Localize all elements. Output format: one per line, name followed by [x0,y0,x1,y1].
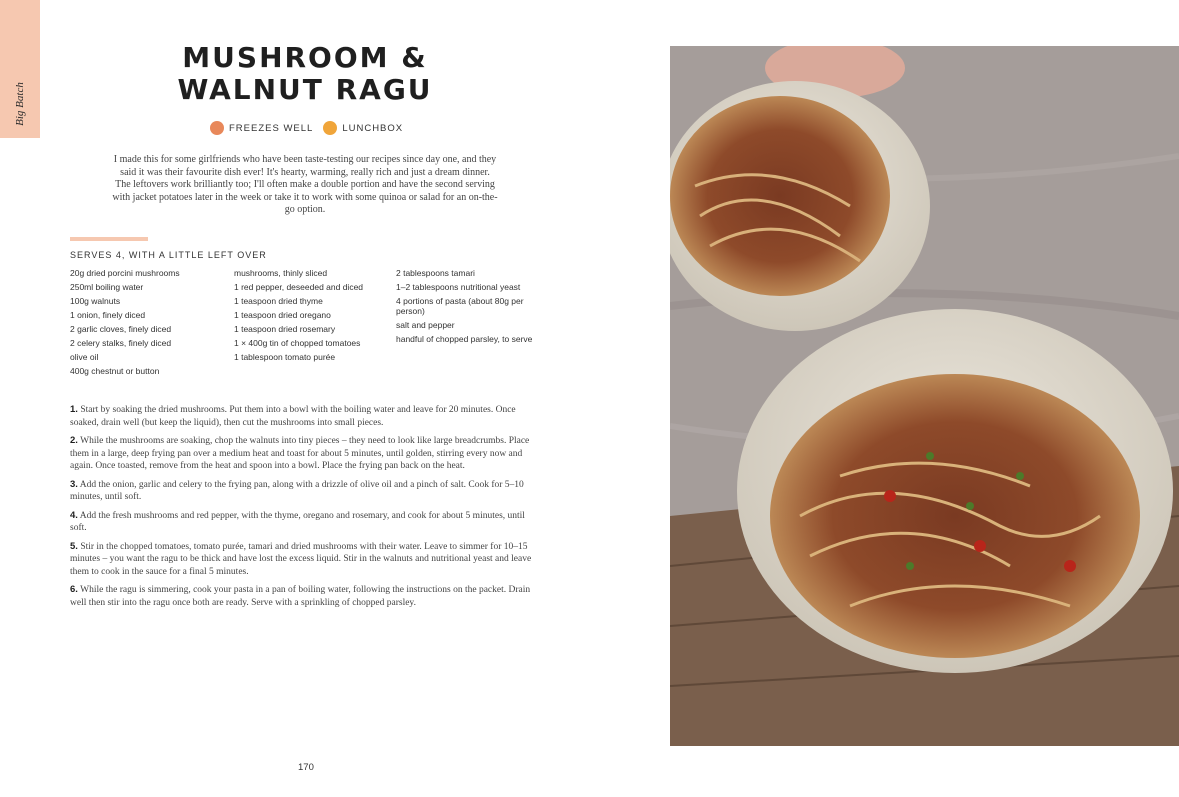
ingredient-item: 2 celery stalks, finely diced [70,338,172,348]
accent-divider [70,237,148,241]
ingredient-item: 250ml boiling water [70,282,144,292]
recipe-badges [210,121,403,135]
page-number: 170 [298,762,314,773]
ingredient-item: 1 red pepper, deseeded and diced [234,282,364,292]
step-text: Add the onion, garlic and celery to the frying pan, along with a drizzle of olive oil and a pinch of salt. Cook for 5–10 minutes, until soft. [70,479,524,502]
ingredient-item: 400g chestnut or button [70,366,160,376]
ingredient-item: 1 teaspoon dried thyme [234,296,323,306]
ingredient-item: 1 teaspoon dried oregano [234,310,331,320]
method-step [70,584,542,609]
ingredients-column-2 [234,268,364,366]
step-text: While the ragu is simmering, cook your pasta in a pan of boiling water, following the instructions on the packet. Drain well then stir into the ragu once both are ready. Serve with a sprinkling of chopped parsley. [70,585,531,608]
recipe-title-line-1: MUSHROOM & [182,41,428,74]
method-step [70,479,542,504]
ingredient-item: 1 tablespoon tomato purée [234,352,336,362]
badge-lunchbox [323,121,403,135]
ingredient-item: 1 × 400g tin of chopped tomatoes [234,338,361,348]
badge-label: LUNCHBOX [342,122,404,134]
serves-heading: SERVES 4, WITH A LITTLE LEFT OVER [70,250,267,260]
recipe-intro: I made this for some girlfriends who have been taste-testing our recipes since day one, and they said it was their favourite dish ever! It's hearty, warming, really rich and just a dream dinner. The leftovers work brilliantly too; I'll often make a double portion and have the second serving with jacket potatoes later in the week or take it to work with some quinoa or salad for an on-the-go option. [112,154,498,215]
ingredient-item: 100g walnuts [70,296,121,306]
section-tab-label: Big Batch [14,82,26,126]
ingredient-item: 2 garlic cloves, finely diced [70,324,172,334]
step-number: 5. [70,540,78,552]
ingredients-column-3 [396,268,538,348]
step-text: Start by soaking the dried mushrooms. Put them into a bowl with the boiling water and leave for 20 minutes. Once soaked, drain well (but keep the liquid), then cut the mushrooms into small pieces. [70,405,516,428]
ingredient-item: mushrooms, thinly sliced [234,268,328,278]
yellow-dot-icon [323,121,337,135]
ingredient-item: handful of chopped parsley, to serve [396,334,533,344]
step-number: 1. [70,404,78,415]
section-tab [0,0,40,138]
method-step [70,510,542,535]
badge-label: FREEZES WELL [229,122,314,134]
step-number: 4. [70,509,78,521]
ingredient-item: 2 tablespoons tamari [396,268,475,278]
step-text: Add the fresh mushrooms and red pepper, with the thyme, oregano and rosemary, and cook for about 5 minutes, until soft. [70,510,525,533]
recipe-title-line-2: WALNUT RAGU [177,73,433,106]
method-steps [70,404,542,615]
method-step [70,435,542,473]
step-text: While the mushrooms are soaking, chop the walnuts into tiny pieces – they need to look like large breadcrumbs. Place them in a large, deep frying pan over a medium heat and toast for about 5 minutes, until golden, stirring every now and again. Once toasted, remove from the heat and spoon into a bowl. Place the frying pan back on the heat. [70,436,530,471]
ingredient-item: 1–2 tablespoons nutritional yeast [396,282,521,292]
orange-dot-icon [210,121,224,135]
ingredient-item: olive oil [70,352,99,362]
ingredients-column-1 [70,268,225,380]
ingredient-item: 1 teaspoon dried rosemary [234,324,336,334]
pasta-bowls-illustration [670,46,1179,746]
step-text: Stir in the chopped tomatoes, tomato purée, tamari and dried mushrooms with their water. Leave to simmer for 10–15 minutes – you want the ragu to be thick and have lost the excess liquid. Stir in the walnuts and nutritional yeast and leave them to cook in the sauce for a final 5 minutes. [70,541,532,577]
method-step [70,404,542,429]
recipe-title [110,42,500,106]
step-number: 2. [70,435,78,446]
ingredient-item: 1 onion, finely diced [70,310,146,320]
recipe-photo [670,46,1179,746]
step-number: 6. [70,584,78,595]
badge-freezes-well [210,121,313,135]
method-step [70,541,542,579]
step-number: 3. [70,478,78,490]
ingredient-item: 4 portions of pasta (about 80g per person) [396,296,524,316]
ingredient-item: 20g dried porcini mushrooms [70,268,180,278]
ingredient-item: salt and pepper [396,320,455,330]
